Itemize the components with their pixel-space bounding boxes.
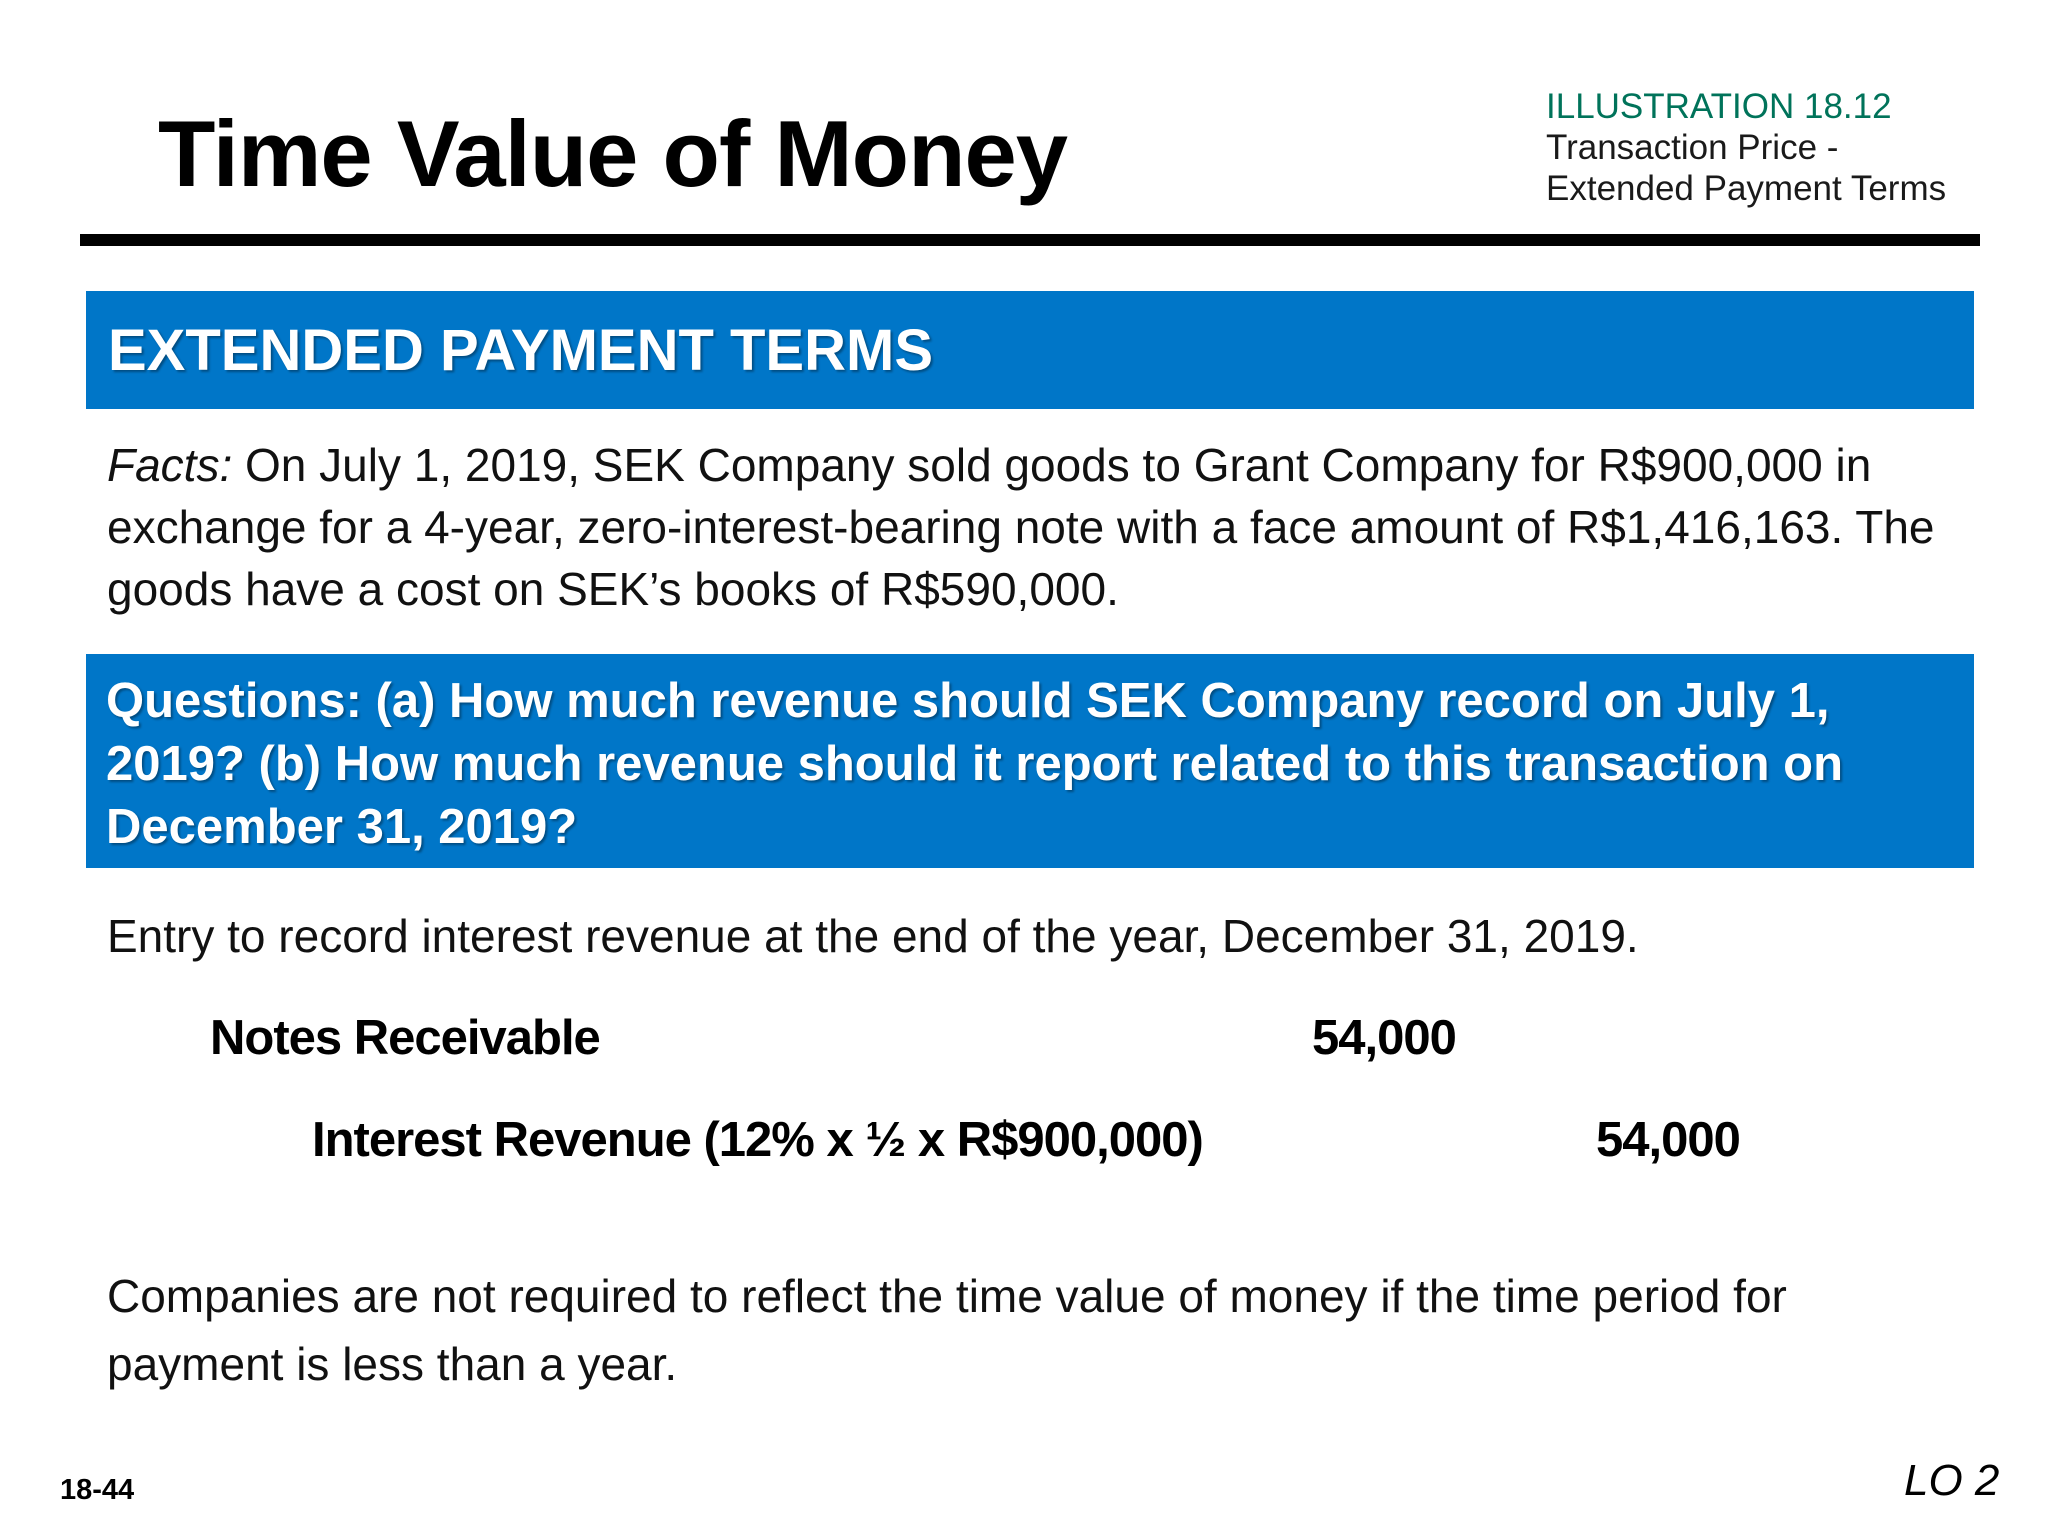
entry-intro: Entry to record interest revenue at the end of the year, December 31, 2019. [107,910,1639,962]
journal-debit-account: Notes Receivable [210,1011,600,1065]
journal-debit-amount: 54,000 [1312,1011,1456,1065]
slide-number: 18-44 [60,1474,135,1506]
journal-credit-account: Interest Revenue (12% x ½ x R$900,000) [312,1113,1203,1167]
learning-objective: LO 2 [1904,1456,2000,1505]
questions-text: Questions: (a) How much revenue should SEK Company record on July 1, 2019? (b) How much revenue should it report related to this transaction on December 31, 2019? [106,674,1844,854]
illustration-line-2: Extended Payment Terms [1546,169,1947,208]
questions-box [86,654,1974,868]
illustration-caption [1546,86,1946,209]
illustration-line-1: Transaction Price - [1546,128,1839,167]
facts-text: On July 1, 2019, SEK Company sold goods to Grant Company for R$900,000 in exchange for a 4-year, zero-interest-bearing note with a face amount of R$1,416,163. The goods have a cost on SEK’s books of R$590,000. [107,439,1935,615]
section-banner [86,291,1974,409]
facts-label: Facts: [107,439,233,491]
page-title: Time Value of Money [158,101,1068,206]
title-divider [80,234,1980,246]
illustration-label: ILLUSTRATION 18.12 [1546,87,1892,126]
journal-credit-amount: 54,000 [1596,1113,1740,1167]
closing-note: Companies are not required to reflect the time value of money if the time period for payment is less than a year. [107,1270,1787,1390]
facts-paragraph [107,434,1967,620]
section-heading: EXTENDED PAYMENT TERMS [108,318,933,383]
